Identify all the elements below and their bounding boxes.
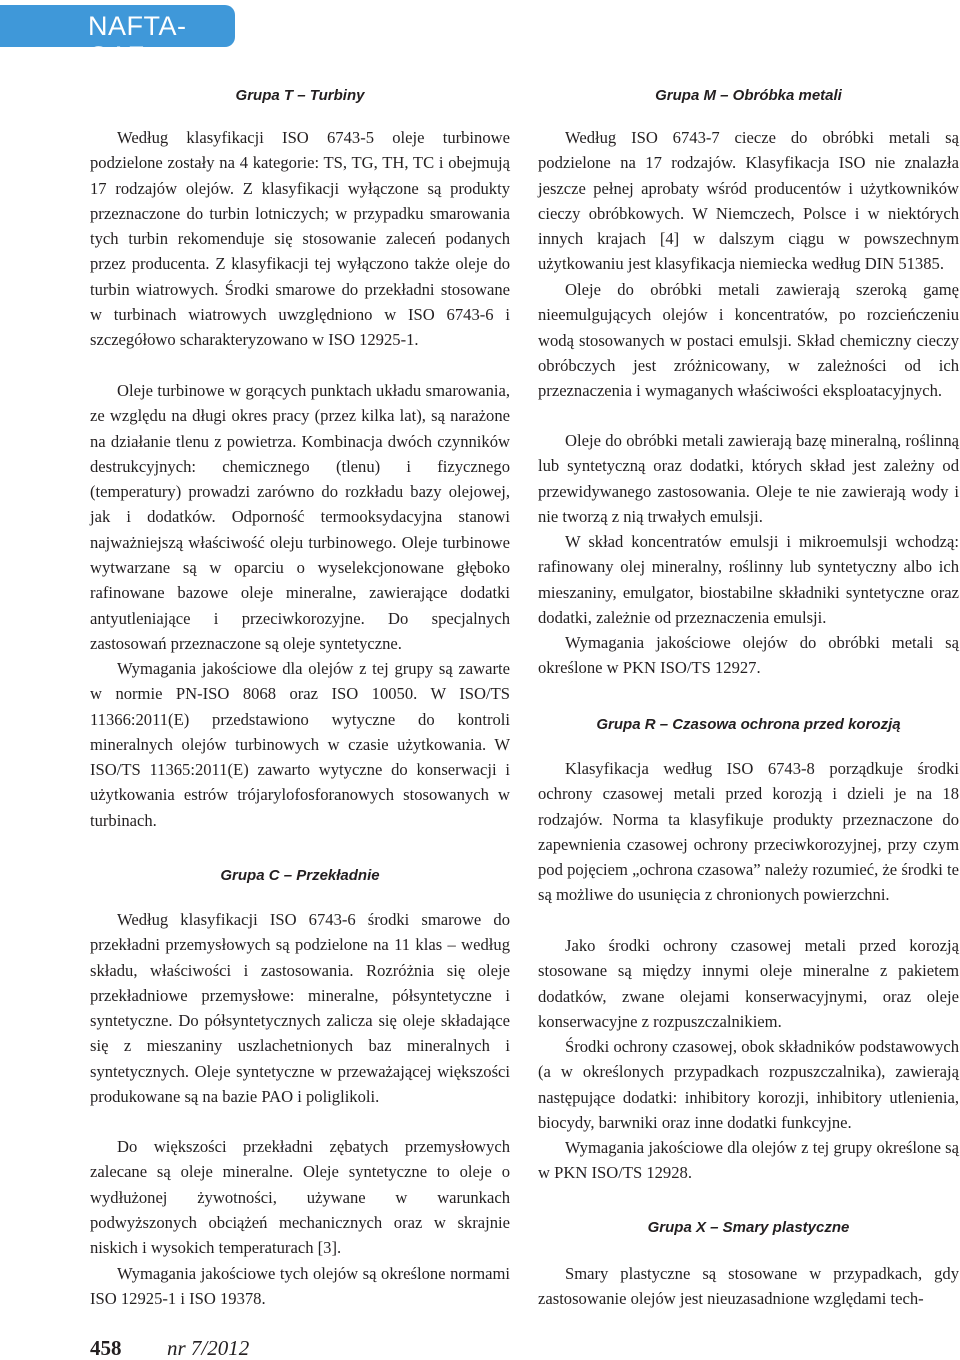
page-number: 458: [90, 1336, 122, 1360]
paragraph-grupa-c-3: Wymagania jakościowe tych olejów są określone normami ISO 12925-1 i ISO 19378.: [90, 1264, 510, 1309]
heading-grupa-m: Grupa M – Obróbka metali: [655, 87, 842, 104]
paragraph-grupa-m-2: Oleje do obróbki metali zawierają szeroką gamę nieemulgujących olejów i koncentratów, po rozcieńczeniu wodą stosowanych w postaci emulsji. Skład chemiczny cieczy obróbczych jest zróżnicowany, w zależności od ich przeznaczenia i wymaganych właściwości eksploatacyjnych.: [538, 280, 959, 401]
paragraph-grupa-t-3: Wymagania jakościowe dla olejów z tej grupy są zawarte w normie PN-ISO 8068 oraz ISO 10050. W ISO/TS 11366:2011(E) przedstawiono wytyczne do kontroli mineralnych olejów turbinowych w czasie użytkowania. W ISO/TS 11365:2011(E) zawarto wytyczne do konserwacji i użytkowania estrów trójarylofosforanowych stosowanych w turbinach.: [90, 659, 510, 830]
paragraph-grupa-x-1: Smary plastyczne są stosowane w przypadkach, gdy zastosowanie olejów jest nieuzasadnione względami tech-: [538, 1264, 959, 1309]
paragraph-grupa-c-1: Według klasyfikacji ISO 6743-6 środki smarowe do przekładni przemysłowych są podzielone na 11 klas – według składu, właściwości i zastosowania. Rozróżnia się oleje przekładniowe przemysłowe: mineralne, półsyntetyczne i syntetyczne. Do półsyntetycznych zalicza się oleje składające się z mieszaniny uszlachetnionych baz mineralnych i syntetycznych. Oleje syntetyczne w przeważającej większości produkowane są na bazie PAO i poliglikoli.: [90, 910, 510, 1107]
paragraph-grupa-r-4: Wymagania jakościowe dla olejów z tej grupy określone są w PKN ISO/TS 12928.: [538, 1138, 959, 1183]
paragraph-grupa-t-1: Według klasyfikacji ISO 6743-5 oleje turbinowe podzielone zostały na 4 kategorie: TS, TG, TH, TC i obejmują 17 rodzajów olejów. Z klasyfikacji wyłączone są produkty przeznaczone do turbin lotniczych; w przypadku smarowania tych turbin rekomenduje się stosowanie zaleceń podanych przez producenta. Z klasyfikacji tej wyłączono także oleje do turbin wiatrowych. Środki smarowe do przekładni stosowane w turbinach wiatrowych uwzględniono w ISO 6743-6 i szczegółowo scharakteryzowano w ISO 12925-1.: [90, 128, 510, 350]
paragraph-grupa-r-1: Klasyfikacja według ISO 6743-8 porządkuje środki ochrony czasowej metali przed korozją i dzieli je na 18 rodzajów. Norma ta klasyfikuje produkty przeznaczone do zapewnienia czasowej ochrony przeciwkorozyjnej, przy czym pod pojęciem „ochrona czasowa” należy rozumieć, że środki te są możliwe do usunięcia z chronionych powierzchni.: [538, 759, 959, 905]
heading-grupa-x: Grupa X – Smary plastyczne: [647, 1219, 850, 1236]
paragraph-grupa-m-3: Oleje do obróbki metali zawierają bazę mineralną, roślinną lub syntetyczną oraz dodatki, których skład jest zależny od przewidywanego zastosowania. Oleje te nie zawierają wody i nie tworzą z nią trwałych emulsji.: [538, 431, 959, 526]
paragraph-grupa-t-2: Oleje turbinowe w gorących punktach układu smarowania, ze względu na długi okres pracy (przez kilka lat), są narażone na działanie tlenu z powietrza. Kombinacja dwóch czynników destrukcyjnych: chemicznego (tlenu) i fizycznego (temperatury) prowadzi zarówno do rozkładu bazy olejowej, jak i dodatków. Odporność termooksydacyjna stanowi najważniejszą właściwość oleju turbinowego. Oleje turbinowe wytwarzane są w oparciu o wyselekcjonowane głęboko rafinowane bazowe oleje mineralne, zawierające dodatki antyutleniające i przeciwkorozyjne. Do specjalnych zastosowań przeznaczone są oleje syntetyczne.: [90, 381, 510, 653]
journal-name-tab: [0, 5, 235, 71]
heading-grupa-t: Grupa T – Turbiny: [235, 87, 365, 104]
issue-number: nr 7/2012: [167, 1336, 250, 1360]
paragraph-grupa-m-1: Według ISO 6743-7 ciecze do obróbki metali są podzielone na 17 rodzajów. Klasyfikacja ISO nie znalazła jeszcze pełnej aprobaty wśród producentów i użytkowników cieczy obróbkowych. W Niemczech, Polsce i w niektórych innych krajach [4] w dalszym ciągu w powszechnym użytkowaniu jest klasyfikacja niemiecka według DIN 51385.: [538, 128, 959, 274]
heading-grupa-c: Grupa C – Przekładnie: [220, 867, 380, 884]
heading-grupa-r: Grupa R – Czasowa ochrona przed korozją: [596, 716, 901, 733]
paragraph-grupa-r-2: Jako środki ochrony czasowej metali przed korozją stosowane są między innymi oleje mineralne z pakietem dodatków, zwane olejami konserwacyjnymi, oraz oleje konserwacyjne z rozpuszczalnikiem.: [538, 936, 959, 1031]
paragraph-grupa-m-4: W skład koncentratów emulsji i mikroemulsji wchodzą: rafinowany olej mineralny, roślinny lub syntetyczny albo ich mieszaniny, emulgator, biostabilne składniki syntetyczne oraz dodatki, zależnie od przeznaczenia emulsji.: [538, 532, 959, 627]
journal-name: NAFTA-GAZ: [88, 11, 187, 71]
paragraph-grupa-c-2: Do większości przekładni zębatych przemysłowych zalecane są oleje mineralne. Oleje syntetyczne to oleje o wydłużonej żywotności, używane w warunkach podwyższonych obciążeń mechanicznych oraz w skrajnie niskich i wysokich temperaturach [3].: [90, 1137, 510, 1258]
paragraph-grupa-r-3: Środki ochrony czasowej, obok składników podstawowych (a w określonych przypadkach rozpuszczalnika), zawierają następujące dodatki: inhibitory korozji, inhibitory utlenienia, biocydy, barwniki oraz inne dodatki funkcyjne.: [538, 1037, 959, 1132]
paragraph-grupa-m-5: Wymagania jakościowe olejów do obróbki metali są określone w PKN ISO/TS 12927.: [538, 633, 959, 678]
